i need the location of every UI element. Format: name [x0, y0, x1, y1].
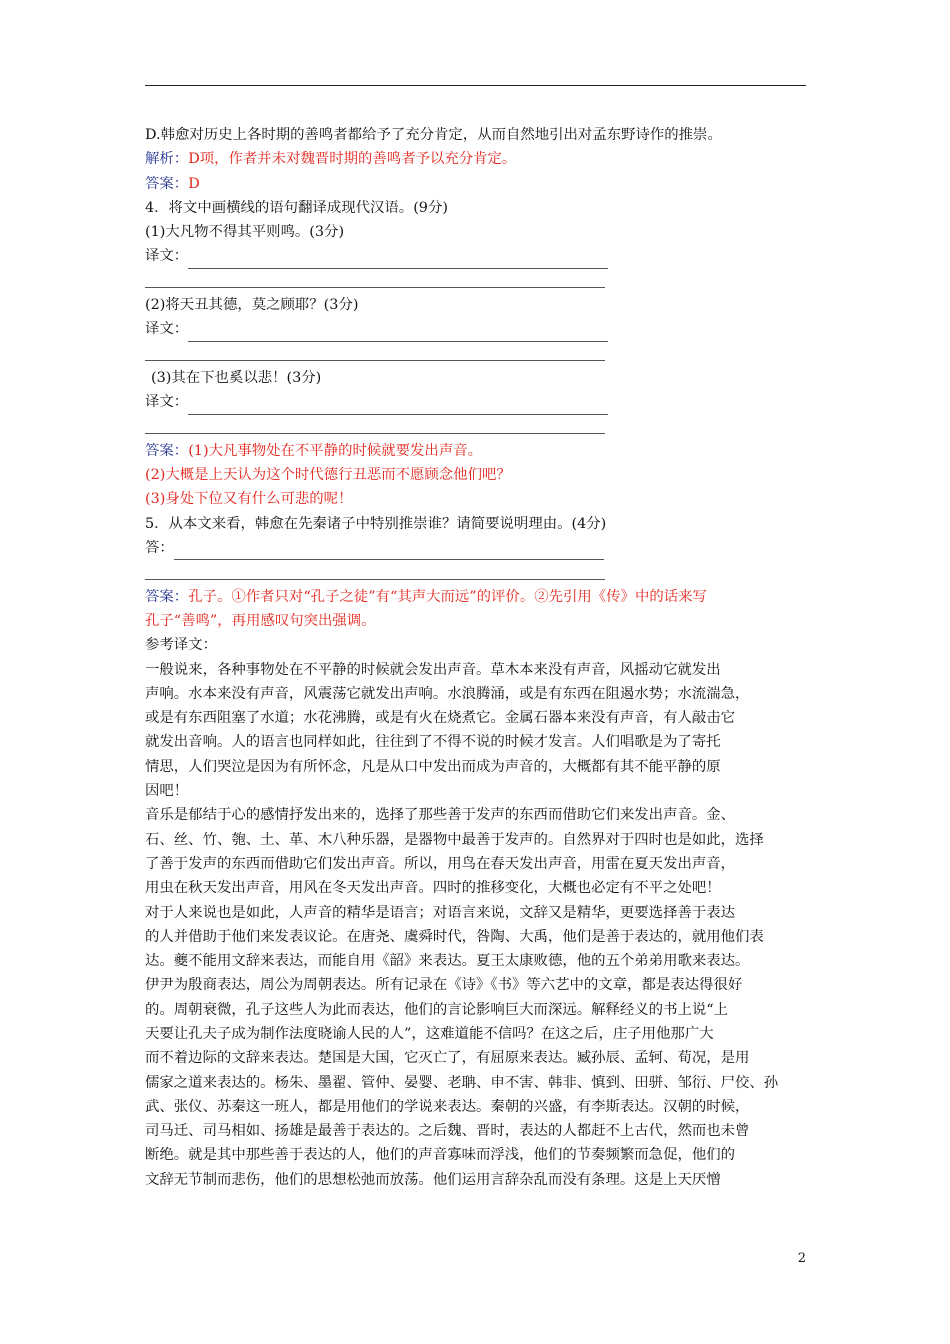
answer-label: 答案：	[145, 442, 189, 459]
reference-line: 音乐是郁结于心的感情抒发出来的，选择了那些善于发声的东西而借助它们来发出声音。金、	[145, 807, 736, 824]
reference-line: 而不着边际的文辞来表达。楚国是大国，它灭亡了，有屈原来表达。臧孙辰、孟轲、荀况，是用	[145, 1050, 750, 1067]
translation-row-3[interactable]	[145, 390, 810, 414]
reference-line: 武、张仪、苏秦这一班人，都是用他们的学说来表达。秦朝的兴盛，有李斯表达。汉朝的时候，	[145, 1098, 750, 1115]
reference-line: 司马迁、司马相如、扬雄是最善于表达的。之后魏、晋时，表达的人都赶不上古代，然而也未曾	[145, 1123, 750, 1140]
analysis-text: D项，作者并未对魏晋时期的善鸣者予以充分肯定。	[188, 151, 517, 168]
reference-line: 了善于发声的东西而借助它们发出声音。所以，用鸟在春天发出声音，用雷在夏天发出声音，	[145, 855, 736, 872]
answer-blank[interactable]	[188, 402, 608, 415]
reference-line: 儒家之道来表达的。杨朱、墨翟、管仲、晏婴、老聃、申不害、韩非、慎到、田骈、邹衍、尸佼、孙	[145, 1074, 779, 1091]
header-rule	[145, 85, 806, 86]
reference-line: 声响。水本来没有声音，风震荡它就发出声响。水浪腾涌，或是有东西在阻遏水势；水流湍急，	[145, 685, 750, 702]
reference-line: 因吧！	[145, 783, 189, 800]
q5-answer-1	[145, 585, 810, 609]
translation-label: 译文：	[145, 248, 189, 265]
reference-line: 达。夔不能用文辞来表达，而能自用《韶》来表达。夏王太康败德，他的五个弟弟用歌来表达。	[145, 953, 750, 970]
q4-answer-2: (2)大概是上天认为这个时代德行丑恶而不愿顾念他们吧？	[145, 467, 511, 484]
reference-line: 天要让孔夫子成为制作法度晓谕人民的人”，这难道能不信吗？在这之后，庄子用他那广大	[145, 1025, 714, 1042]
answer-blank[interactable]	[188, 256, 608, 269]
translation-label: 译文：	[145, 394, 189, 411]
q5-answer-2: 孔子“善鸣”，再用感叹句突出强调。	[145, 612, 376, 629]
document-body	[145, 123, 810, 1192]
reference-translation	[145, 658, 810, 1193]
analysis-label: 解析：	[145, 151, 189, 168]
page-number: 2	[797, 1251, 806, 1266]
q4-stem: 4．将文中画横线的语句翻译成现代汉语。(9分)	[145, 199, 448, 216]
q5-stem: 5．从本文来看，韩愈在先秦诸子中特别推崇谁？请简要说明理由。(4分)	[145, 515, 607, 532]
translation-row-2[interactable]	[145, 317, 810, 341]
reference-line: 一般说来，各种事物处在不平静的时候就会发出声音。草木本来没有声音，风摇动它就发出	[145, 661, 721, 678]
q3-analysis	[145, 147, 810, 171]
answer-value: D	[188, 175, 200, 192]
translation-row-1[interactable]	[145, 244, 810, 268]
answer-blank-continuation[interactable]	[145, 269, 810, 293]
q4-item-3: (3)其在下也奚以悲！(3分)	[151, 369, 322, 386]
reference-line: 的人并借助于他们来发表议论。在唐尧、虞舜时代，咎陶、大禹，他们是善于表达的，就用他们表	[145, 928, 764, 945]
reference-line: 用虫在秋天发出声音，用风在冬天发出声音。四时的推移变化，大概也必定有不平之处吧！	[145, 880, 721, 897]
answer-text: (1)大凡事物处在不平静的时候就要发出声音。	[188, 442, 482, 459]
reference-line: 的。周朝衰微，孔子这些人为此而表达，他们的言论影响巨大而深远。解释经义的书上说“上	[145, 1001, 728, 1018]
answer-text: 孔子。①作者只对“孔子之徒”有“其声大而远”的评价。②先引用《传》中的话来写	[188, 588, 707, 605]
answer-blank-continuation[interactable]	[145, 342, 810, 366]
answer-blank-continuation[interactable]	[145, 415, 810, 439]
q4-answer-3: (3)身处下位又有什么可悲的呢！	[145, 491, 353, 508]
q5-answer-row[interactable]	[145, 536, 810, 560]
q4-answer-1	[145, 439, 810, 463]
reference-line: 文辞无节制而悲伤，他们的思想松弛而放荡。他们运用言辞杂乱而没有条理。这是上天厌憎	[145, 1171, 721, 1188]
answer-blank-continuation[interactable]	[145, 560, 810, 584]
reference-line: 对于人来说也是如此，人声音的精华是语言；对语言来说，文辞又是精华，更要选择善于表达	[145, 904, 736, 921]
reference-line: 情思，人们哭泣是因为有所怀念，凡是从口中发出而成为声音的，大概都有其不能平静的原	[145, 758, 721, 775]
reference-line: 就发出音响。人的语言也同样如此，往往到了不得不说的时候才发言。人们唱歌是为了寄托	[145, 734, 721, 751]
reference-line: 伊尹为殷商表达，周公为周朝表达。所有记录在《诗》《书》等六艺中的文章，都是表达得很好	[145, 977, 743, 994]
q3-option-d: D.韩愈对历史上各时期的善鸣者都给予了充分肯定，从而自然地引出对孟东野诗作的推崇。	[145, 127, 722, 143]
answer-label: 答案：	[145, 175, 189, 192]
answer-blank[interactable]	[188, 329, 608, 342]
translation-label: 译文：	[145, 321, 189, 338]
reference-line: 断绝。就是其中那些善于表达的人，他们的声音寡味而浮浅，他们的节奏频繁而急促，他们的	[145, 1147, 736, 1164]
reference-title: 参考译文：	[145, 637, 217, 654]
q3-answer	[145, 172, 810, 196]
q4-item-1: (1)大凡物不得其平则鸣。(3分)	[145, 224, 345, 241]
q4-item-2: (2)将天丑其德，莫之顾耶？(3分)	[145, 297, 359, 314]
answer-short-label: 答：	[145, 540, 174, 557]
reference-line: 石、丝、竹、匏、土、革、木八种乐器，是器物中最善于发声的。自然界对于四时也是如此，选择	[145, 831, 764, 848]
reference-line: 或是有东西阻塞了水道；水花沸腾，或是有火在烧煮它。金属石器本来没有声音，有人敲击它	[145, 710, 736, 727]
answer-label: 答案：	[145, 588, 189, 605]
answer-blank[interactable]	[174, 547, 604, 560]
